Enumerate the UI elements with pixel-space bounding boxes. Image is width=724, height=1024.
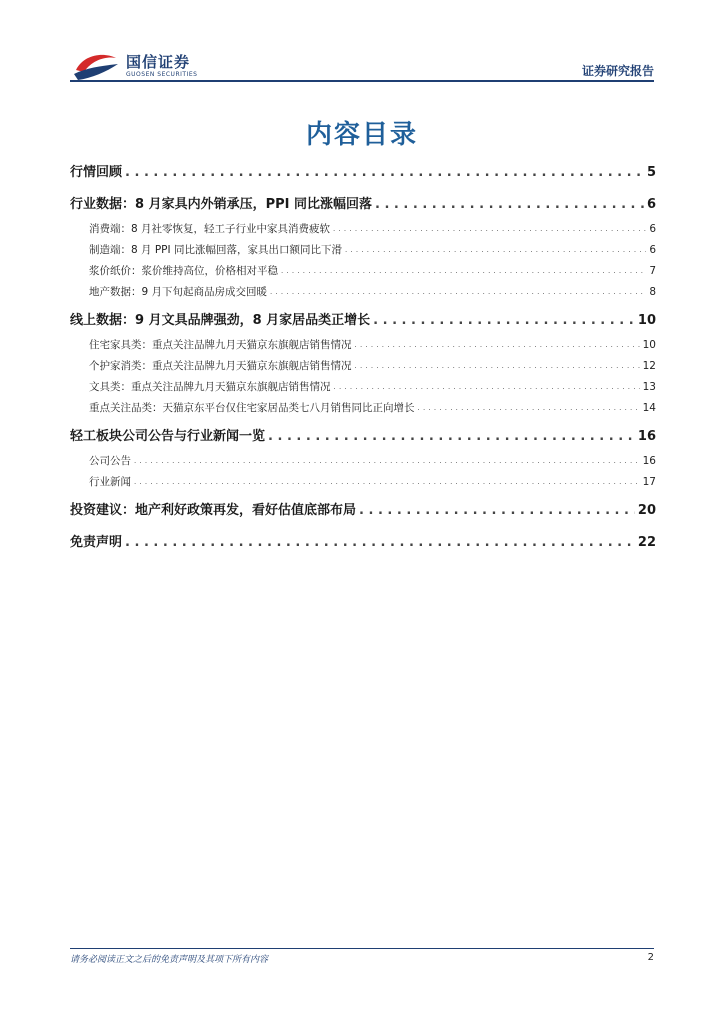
header-divider — [70, 80, 654, 82]
page-number: 2 — [647, 952, 654, 963]
brand-name-cn: 国信证券 — [126, 53, 191, 71]
toc-entry-section[interactable] — [70, 280, 656, 301]
toc-entry-title: 浆价纸价：浆价维持高位，价格相对平稳 — [89, 265, 278, 277]
toc-entry-section[interactable] — [70, 470, 656, 491]
toc-dot-leader — [373, 309, 635, 333]
toc-dot-leader — [355, 336, 640, 354]
toc-entry-page: 16 — [637, 429, 656, 444]
toc-entry-page: 5 — [646, 165, 656, 180]
toc-entry-section[interactable] — [70, 375, 656, 396]
toc-entry-title: 文具类：重点关注品牌九月天猫京东旗舰店销售情况 — [89, 381, 331, 393]
toc-dot-leader — [333, 220, 646, 238]
toc-dot-leader — [134, 473, 640, 491]
toc-entry-page: 6 — [646, 197, 656, 212]
report-type-label: 证券研究报告 — [581, 64, 654, 78]
toc-entry-title: 住宅家具类：重点关注品牌九月天猫京东旗舰店销售情况 — [89, 339, 352, 351]
toc-entry-chapter[interactable] — [70, 153, 656, 185]
toc-entry-title: 个护家消类：重点关注品牌九月天猫京东旗舰店销售情况 — [89, 360, 352, 372]
toc-entry-title: 免责声明 — [70, 535, 123, 550]
toc-entry-title: 制造端：8 月 PPI 同比涨幅回落，家具出口额同比下滑 — [89, 244, 342, 256]
toc-entry-chapter[interactable] — [70, 417, 656, 449]
toc-entry-section[interactable] — [70, 333, 656, 354]
toc-dot-leader — [268, 425, 635, 449]
toc-entry-page: 6 — [649, 223, 656, 235]
toc-entry-page: 7 — [649, 265, 656, 277]
toc-entry-title: 线上数据：9 月文具品牌强劲，8 月家居品类正增长 — [70, 313, 371, 328]
toc-entry-title: 消费端：8 月社零恢复，轻工子行业中家具消费疲软 — [89, 223, 331, 235]
toc-entry-section[interactable] — [70, 449, 656, 470]
toc-entry-chapter[interactable] — [70, 301, 656, 333]
toc-entry-section[interactable] — [70, 396, 656, 417]
toc-entry-section[interactable] — [70, 217, 656, 238]
toc-dot-leader — [134, 452, 640, 470]
toc-entry-page: 13 — [642, 381, 656, 393]
footer-disclaimer: 请务必阅读正文之后的免责声明及其项下所有内容 — [70, 955, 269, 965]
toc-entry-page: 8 — [649, 286, 656, 298]
toc-entry-title: 公司公告 — [89, 455, 131, 467]
toc-entry-page: 16 — [642, 455, 656, 467]
toc-entry-chapter[interactable] — [70, 185, 656, 217]
toc-dot-leader — [270, 283, 646, 301]
toc-entry-title: 重点关注品类：天猫京东平台仅住宅家居品类七八月销售同比正向增长 — [89, 402, 415, 414]
toc-entry-title: 轻工板块公司公告与行业新闻一览 — [70, 429, 266, 444]
toc-entry-section[interactable] — [70, 238, 656, 259]
toc-entry-title: 地产数据：9 月下旬起商品房成交回暖 — [89, 286, 268, 298]
toc-dot-leader — [345, 241, 646, 259]
toc-dot-leader — [281, 262, 646, 280]
toc-entry-chapter[interactable] — [70, 491, 656, 523]
toc-dot-leader — [418, 399, 640, 417]
toc-entry-page: 20 — [637, 503, 656, 518]
guosen-logo — [70, 50, 197, 82]
toc-dot-leader — [359, 499, 635, 523]
toc-title: 内容目录 — [305, 120, 418, 150]
toc-dot-leader — [125, 531, 635, 555]
toc-entry-section[interactable] — [70, 259, 656, 280]
toc-entry-title: 行业新闻 — [89, 476, 131, 488]
toc-entry-title: 行业数据：8 月家具内外销承压，PPI 同比涨幅回落 — [70, 197, 372, 212]
toc-entry-page: 14 — [642, 402, 656, 414]
toc-entry-title: 投资建议：地产利好政策再发，看好估值底部布局 — [70, 503, 357, 518]
toc-entry-page: 22 — [637, 535, 656, 550]
toc-entry-page: 10 — [642, 339, 656, 351]
toc-dot-leader — [375, 193, 644, 217]
toc-dot-leader — [334, 378, 640, 396]
toc-entry-chapter[interactable] — [70, 523, 656, 555]
page-header — [0, 0, 724, 90]
toc-entry-page: 17 — [642, 476, 656, 488]
toc-dot-leader — [125, 161, 644, 185]
footer-divider — [70, 948, 654, 949]
toc-dot-leader — [355, 357, 640, 375]
brand-name-en: GUOSEN SECURITIES — [126, 71, 198, 78]
guosen-logo-icon — [70, 50, 122, 82]
toc-entry-page: 10 — [637, 313, 656, 328]
toc-entry-page: 6 — [649, 244, 656, 256]
toc-entry-section[interactable] — [70, 354, 656, 375]
table-of-contents — [70, 153, 656, 555]
toc-entry-page: 12 — [642, 360, 656, 372]
toc-entry-title: 行情回顾 — [70, 165, 123, 180]
